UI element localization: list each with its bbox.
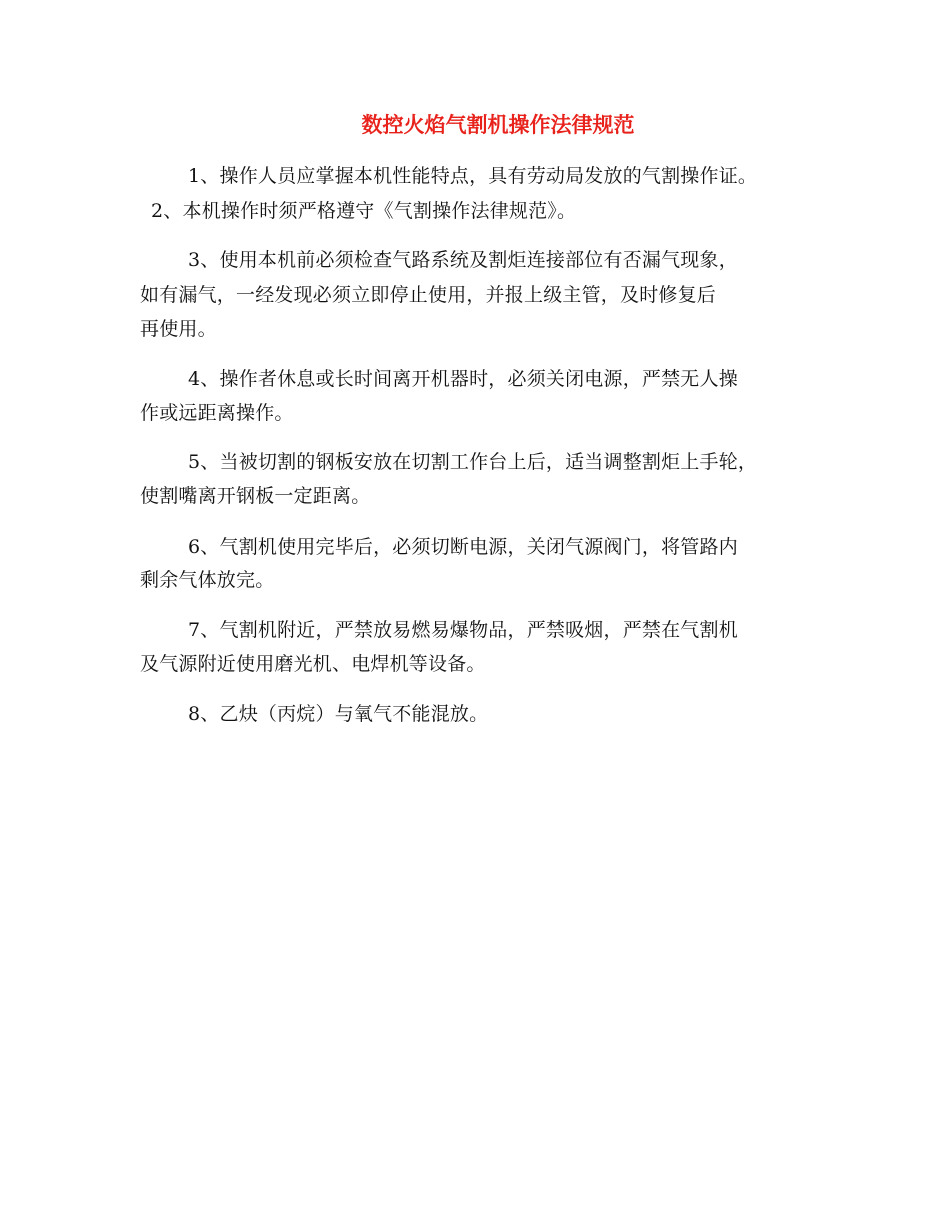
document-title: 数控火焰气割机操作法律规范	[361, 112, 635, 137]
paragraph-7-line-2: 及气源附近使用磨光机、电焊机等设备。	[140, 653, 486, 675]
paragraph-3-line-1: 3、使用本机前必须检查气路系统及割炬连接部位有否漏气现象，	[188, 249, 738, 271]
paragraph-3-line-2: 如有漏气，一经发现必须立即停止使用，并报上级主管，及时修复后	[140, 284, 717, 306]
paragraph-7-line-1: 7、气割机附近，严禁放易燃易爆物品，严禁吸烟，严禁在气割机	[188, 619, 738, 641]
paragraph-3-line-3: 再使用。	[140, 318, 217, 340]
paragraph-8-line-1: 8、乙炔（丙烷）与氧气不能混放。	[188, 703, 489, 725]
paragraph-6-line-1: 6、气割机使用完毕后，必须切断电源，关闭气源阀门，将管路内	[188, 536, 738, 558]
paragraph-5-line-1: 5、当被切割的钢板安放在切割工作台上后，适当调整割炬上手轮，	[188, 451, 758, 473]
paragraph-4-line-2: 作或远距离操作。	[140, 402, 294, 424]
paragraph-2-line-1: 2、本机操作时须严格遵守《气割操作法律规范》。	[151, 200, 577, 222]
paragraph-4-line-1: 4、操作者休息或长时间离开机器时，必须关闭电源，严禁无人操	[188, 368, 738, 390]
paragraph-6-line-2: 剩余气体放完。	[140, 569, 275, 591]
paragraph-1-line-1: 1、操作人员应掌握本机性能特点，具有劳动局发放的气割操作证。	[188, 165, 758, 187]
paragraph-5-line-2: 使割嘴离开钢板一定距离。	[140, 485, 371, 507]
